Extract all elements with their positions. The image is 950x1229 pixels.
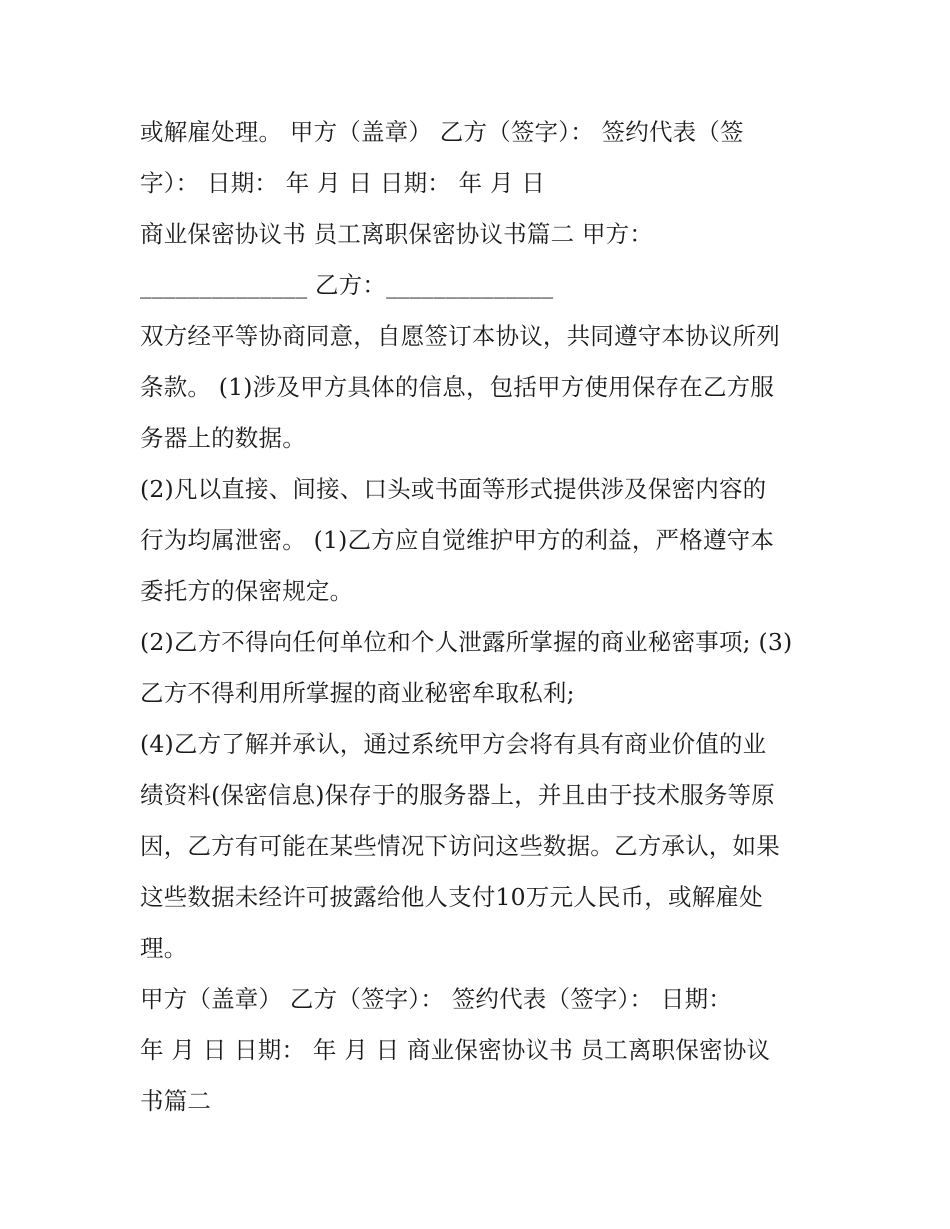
text-line: 这些数据未经许可披露给他人支付10万元人民币，或解雇处 bbox=[140, 883, 763, 911]
text-line: (2)乙方不得向任何单位和个人泄露所掌握的商业秘密事项; (3) bbox=[140, 628, 793, 656]
text-line: 书篇二 bbox=[140, 1087, 212, 1115]
text-line: 绩资料(保密信息)保存于的服务器上，并且由于技术服务等原 bbox=[140, 781, 775, 809]
text-line: 或解雇处理。 甲方（盖章） 乙方（签字）： 签约代表（签 bbox=[140, 118, 744, 146]
text-line: (4)乙方了解并承认，通过系统甲方会将有具有商业价值的业 bbox=[140, 730, 767, 758]
text-line: 甲方（盖章） 乙方（签字）： 签约代表（签字）： 日期： bbox=[140, 985, 733, 1013]
text-line: 务器上的数据。 bbox=[140, 424, 306, 452]
text-line: 委托方的保密规定。 bbox=[140, 577, 354, 605]
text-line: 理。 bbox=[140, 934, 188, 962]
text-line: 因，乙方有可能在某些情况下访问这些数据。乙方承认，如果 bbox=[140, 832, 780, 860]
text-line: ______________ 乙方：______________ bbox=[140, 271, 554, 299]
document-body bbox=[140, 107, 830, 1127]
text-line: 年 月 日 日期： 年 月 日 商业保密协议书 员工离职保密协议 bbox=[140, 1036, 771, 1064]
text-line: 字）： 日期： 年 月 日 日期： 年 月 日 bbox=[140, 169, 546, 197]
text-line: 双方经平等协商同意，自愿签订本协议，共同遵守本协议所列 bbox=[140, 322, 780, 350]
text-line: 行为均属泄密。 (1)乙方应自觉维护甲方的利益，严格遵守本 bbox=[140, 526, 775, 554]
text-line: (2)凡以直接、间接、口头或书面等形式提供涉及保密内容的 bbox=[140, 475, 767, 503]
text-line: 条款。 (1)涉及甲方具体的信息，包括甲方使用保存在乙方服 bbox=[140, 373, 775, 401]
text-line: 商业保密协议书 员工离职保密协议书篇二 甲方： bbox=[140, 220, 654, 248]
text-line: 乙方不得利用所掌握的商业秘密牟取私利; bbox=[140, 679, 575, 707]
